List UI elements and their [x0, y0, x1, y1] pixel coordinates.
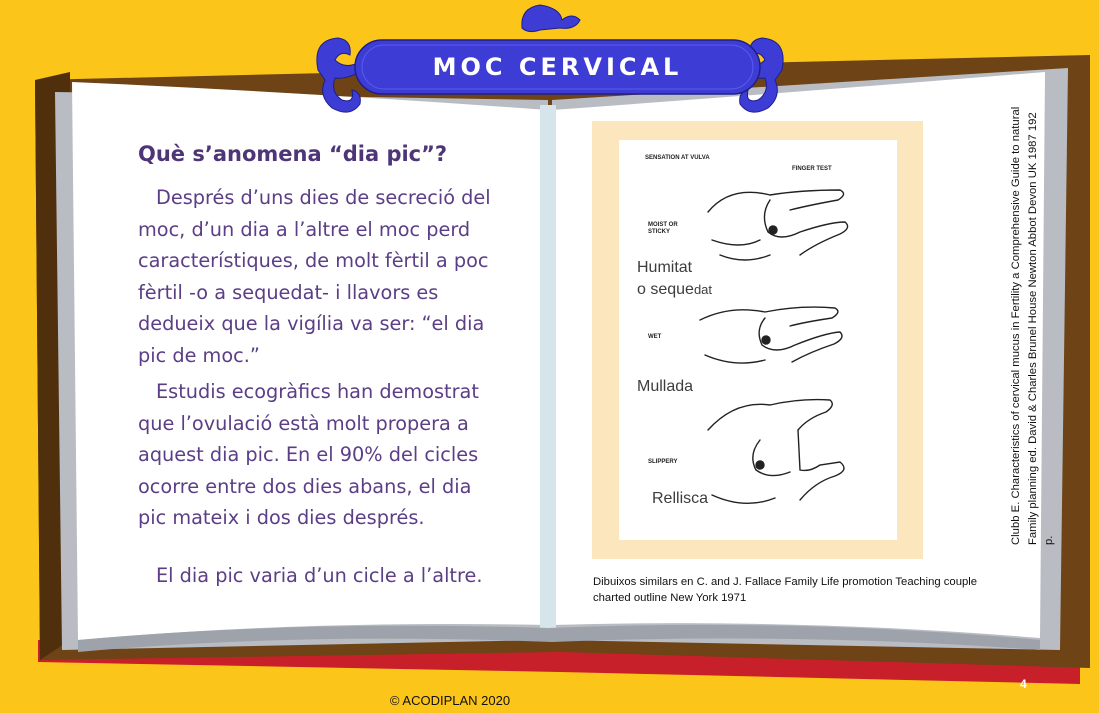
wet-label: WET — [648, 334, 662, 340]
rellisca-label: Rellisca — [652, 490, 709, 507]
slippery-label: SLIPPERY — [648, 459, 678, 465]
paragraph-line: característiques, de molt fèrtil a poc — [138, 249, 489, 272]
sensation-at-vulva-label: SENSATION AT VULVA — [645, 155, 710, 161]
copyright-footer: © ACODIPLAN 2020 — [389, 693, 511, 708]
section-heading: Què s’anomena “dia pic”? — [138, 142, 448, 166]
paragraph-line: que l’ovulació està molt propera a — [138, 411, 469, 435]
paragraph-line: Després d’uns dies de secreció del — [156, 186, 491, 209]
mullada-label: Mullada — [637, 378, 694, 395]
humitat-label: Humitat — [637, 259, 693, 276]
sequedat-label: o sequedat — [637, 281, 713, 298]
banner-top-ornament — [522, 5, 580, 32]
moist-or-sticky-label: MOIST OR STICKY — [648, 222, 678, 235]
paragraph-ultrasound-studies — [138, 376, 538, 534]
paragraph-line: dedueix que la vigília va ser: “el dia — [138, 312, 485, 335]
paragraph-line: fèrtil -o a sequedat- i llavors es — [138, 280, 439, 304]
paragraph-line: pic mateix i dos dies després. — [138, 506, 425, 529]
illustration-inner — [619, 140, 897, 540]
paragraph-cycle-variation — [138, 560, 538, 592]
page-number: 4 — [1020, 677, 1027, 691]
paragraph-line: aquest dia pic. En el 90% del cicles — [138, 443, 479, 466]
side-citation: Clubb E. Characteristics of cervical mucus in Fertility a Comprehensive Guide to natural Family planning ed. David & Charles Brunel House Newton Abbot Devon UK 1987 192 p. — [1010, 106, 1055, 545]
finger-test-label: FINGER TEST — [792, 166, 832, 172]
page-title: MOC CERVICAL — [432, 53, 683, 81]
paragraph-dia-pic-definition — [138, 182, 538, 371]
paragraph-line: pic de moc.” — [138, 343, 260, 367]
paragraph-line: Estudis ecogràfics han demostrat — [156, 380, 479, 403]
book-spine — [540, 105, 556, 630]
illustration-caption: Dibuixos similars en C. and J. Fallace Family Life promotion Teaching couple charted outline New York 1971 — [593, 576, 978, 604]
paragraph-line: moc, d’un dia a l’altre el moc perd — [138, 217, 471, 241]
paragraph-line: ocorre entre dos dies abans, el dia — [138, 474, 472, 498]
paragraph-line: El dia pic varia d’un cicle a l’altre. — [156, 564, 483, 587]
